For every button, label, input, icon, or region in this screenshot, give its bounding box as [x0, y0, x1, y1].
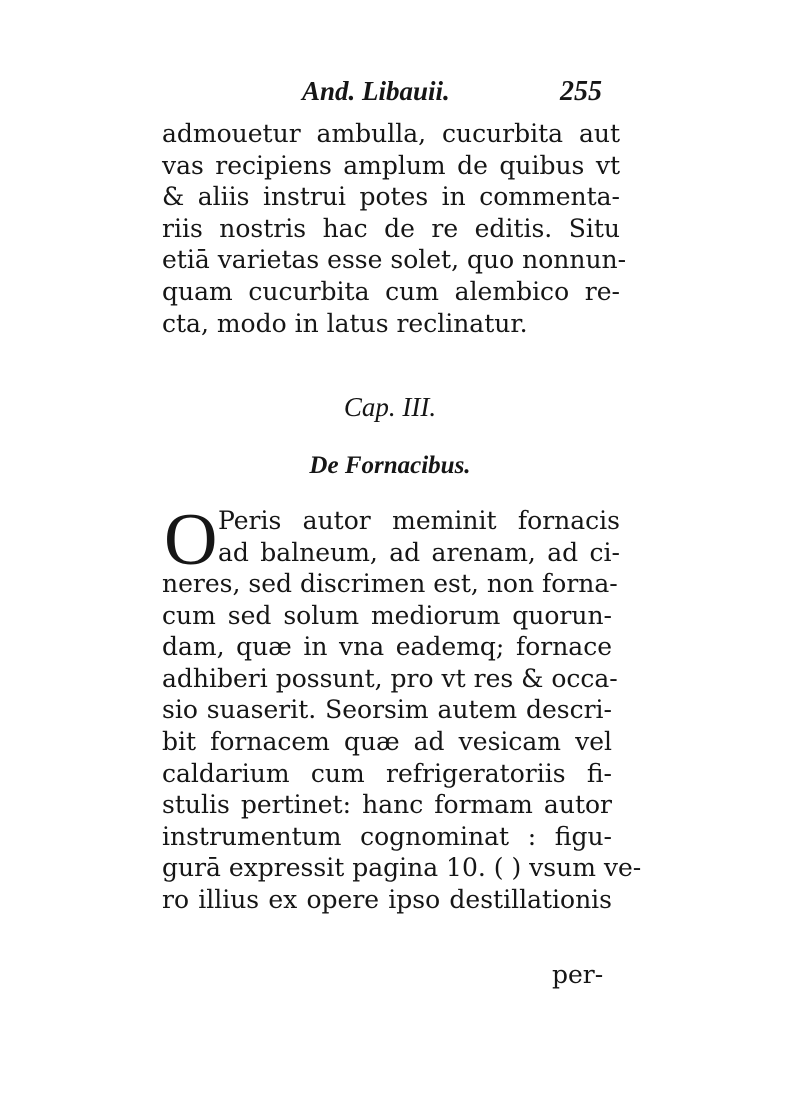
paragraph-body [162, 568, 642, 916]
text-line: cta, modo in latus reclinatur. [162, 308, 528, 338]
text-line: ro illius ex opere ipso destillationis [162, 884, 612, 914]
running-head-title: And. Libauii. [302, 76, 450, 106]
paragraph-continuation [162, 118, 627, 339]
text-line: bit fornacem quæ ad vesicam vel [162, 726, 612, 756]
text-line: adhiberi possunt, pro vt res & occa- [162, 663, 618, 693]
text-line: sio suaserit. Seorsim autem descri- [162, 695, 612, 725]
text-line: caldarium cum refrigeratoriis fi- [162, 758, 612, 788]
text-line: riis nostris hac de re editis. Situ [162, 213, 620, 243]
text-line: & aliis instrui potes in commenta- [162, 182, 620, 212]
drop-cap: O [164, 499, 218, 581]
text-line: stulis pertinet: hanc formam autor [162, 790, 612, 820]
text-line: Peris autor meminit fornacis [218, 506, 620, 535]
text-line: etiā varietas esse solet, quo nonnun- [162, 245, 627, 275]
chapter-label: Cap. III. [343, 392, 437, 422]
text-line: cum sed solum mediorum quorun- [162, 600, 612, 630]
paragraph-opening-lines [218, 505, 620, 568]
text-line: instrumentum cognominat : figu- [162, 821, 612, 851]
text-line: quam cucurbita cum alembico re- [162, 276, 620, 306]
catchword: per- [552, 960, 604, 989]
running-head [0, 72, 800, 112]
page-number: 255 [560, 76, 602, 107]
text-line: ad balneum, ad arenam, ad ci- [218, 537, 620, 567]
text-line: vas recipiens amplum de quibus vt [162, 150, 620, 180]
section-title: De Fornacibus. [309, 452, 471, 479]
text-line: dam, quæ in vna eademq; fornace [162, 632, 612, 662]
section-heading [0, 452, 800, 480]
text-line: gurā expressit pagina 10. ( ) vsum ve- [162, 853, 642, 883]
chapter-heading [0, 392, 800, 423]
text-line: neres, sed discrimen est, non forna- [162, 569, 618, 598]
text-line: admouetur ambulla, cucurbita aut [162, 119, 620, 148]
